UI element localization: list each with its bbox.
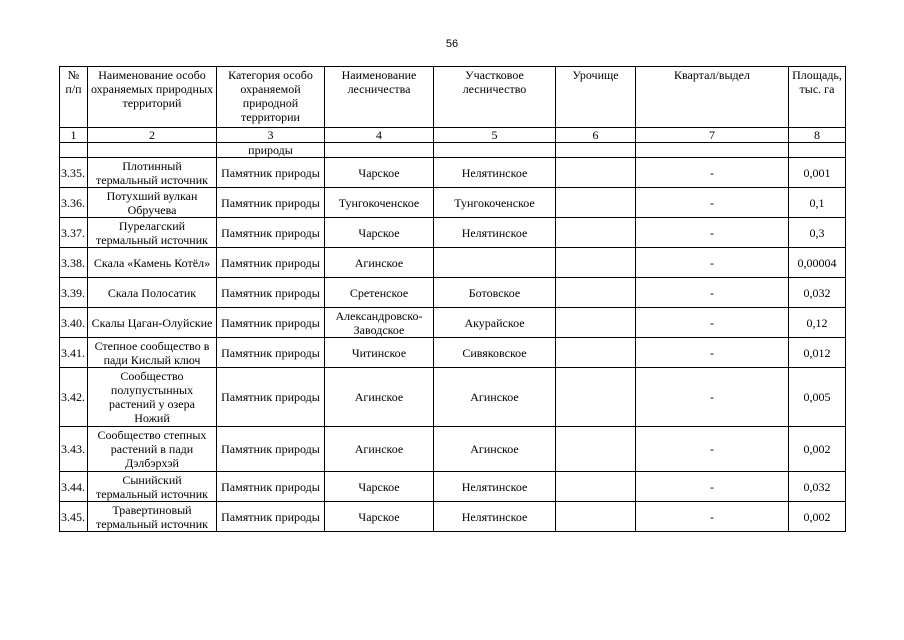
category-cell: Памятник природы: [217, 188, 325, 218]
territory-name-cell: Степное сообщество в пади Кислый ключ: [88, 338, 217, 368]
tract-cell: [556, 218, 636, 248]
row-number-cell: 3.36.: [60, 188, 88, 218]
quarter-cell: -: [636, 427, 789, 472]
forestry-cell: Тунгокоченское: [325, 188, 434, 218]
continuation-row: [60, 143, 846, 158]
tract-cell: [556, 248, 636, 278]
territory-name-cell: Потухший вулкан Обручева: [88, 188, 217, 218]
header-cell: Категория особо охраняемой природной территории: [217, 67, 325, 128]
district-forestry-cell: [434, 248, 556, 278]
column-number-cell: 2: [88, 128, 217, 143]
category-cell: Памятник природы: [217, 427, 325, 472]
quarter-cell: -: [636, 278, 789, 308]
row-number-cell: 3.40.: [60, 308, 88, 338]
quarter-cell: -: [636, 472, 789, 502]
area-cell: 0,1: [789, 188, 846, 218]
district-forestry-cell: Нелятинское: [434, 218, 556, 248]
column-number-cell: 4: [325, 128, 434, 143]
category-cell: Памятник природы: [217, 308, 325, 338]
district-forestry-cell: Акурайское: [434, 308, 556, 338]
forestry-cell: Сретенское: [325, 278, 434, 308]
territory-name-cell: Скалы Цаган-Олуйские: [88, 308, 217, 338]
territory-name-cell: Сынийский термальный источник: [88, 472, 217, 502]
table-cell: [789, 143, 846, 158]
district-forestry-cell: Ботовское: [434, 278, 556, 308]
row-number-cell: 3.41.: [60, 338, 88, 368]
row-number-cell: 3.39.: [60, 278, 88, 308]
territory-name-cell: Пурелагский термальный источник: [88, 218, 217, 248]
forestry-cell: Чарское: [325, 472, 434, 502]
area-cell: 0,032: [789, 472, 846, 502]
area-cell: 0,012: [789, 338, 846, 368]
district-forestry-cell: Агинское: [434, 368, 556, 427]
header-cell: Участковое лесничество: [434, 67, 556, 128]
category-cell: Памятник природы: [217, 218, 325, 248]
header-cell: № п/п: [60, 67, 88, 128]
row-number-cell: 3.35.: [60, 158, 88, 188]
table-cell: [556, 143, 636, 158]
table-cell: [88, 143, 217, 158]
quarter-cell: -: [636, 188, 789, 218]
table-cell: [434, 143, 556, 158]
territory-name-cell: Плотинный термальный источник: [88, 158, 217, 188]
table-row: [60, 368, 846, 427]
area-cell: 0,005: [789, 368, 846, 427]
header-cell: Квартал/выдел: [636, 67, 789, 128]
forestry-cell: Чарское: [325, 218, 434, 248]
column-number-row: [60, 128, 846, 143]
tract-cell: [556, 427, 636, 472]
district-forestry-cell: Тунгокоченское: [434, 188, 556, 218]
territory-name-cell: Травертиновый термальный источник: [88, 502, 217, 532]
forestry-cell: Читинское: [325, 338, 434, 368]
forestry-cell: Агинское: [325, 248, 434, 278]
table-cell: [325, 143, 434, 158]
district-forestry-cell: Нелятинское: [434, 158, 556, 188]
row-number-cell: 3.42.: [60, 368, 88, 427]
area-cell: 0,001: [789, 158, 846, 188]
table-cell: [60, 143, 88, 158]
tract-cell: [556, 472, 636, 502]
header-cell: Наименование особо охраняемых природных территорий: [88, 67, 217, 128]
category-cell: Памятник природы: [217, 338, 325, 368]
forestry-cell: Агинское: [325, 427, 434, 472]
column-number-cell: 5: [434, 128, 556, 143]
category-cell: Памятник природы: [217, 158, 325, 188]
quarter-cell: -: [636, 218, 789, 248]
forestry-cell: Чарское: [325, 158, 434, 188]
district-forestry-cell: Нелятинское: [434, 502, 556, 532]
quarter-cell: -: [636, 158, 789, 188]
territory-name-cell: Сообщество полупустынных растений у озера Ножий: [88, 368, 217, 427]
district-forestry-cell: Нелятинское: [434, 472, 556, 502]
quarter-cell: -: [636, 338, 789, 368]
category-cell: Памятник природы: [217, 472, 325, 502]
territory-name-cell: Сообщество степных растений в пади Дэлбэрхэй: [88, 427, 217, 472]
territory-name-cell: Скала Полосатик: [88, 278, 217, 308]
row-number-cell: 3.43.: [60, 427, 88, 472]
column-number-cell: 3: [217, 128, 325, 143]
table-row: [60, 502, 846, 532]
area-cell: 0,3: [789, 218, 846, 248]
tract-cell: [556, 278, 636, 308]
table-row: [60, 278, 846, 308]
column-number-cell: 7: [636, 128, 789, 143]
header-row: [60, 67, 846, 128]
row-number-cell: 3.38.: [60, 248, 88, 278]
header-cell: Урочище: [556, 67, 636, 128]
area-cell: 0,002: [789, 502, 846, 532]
tract-cell: [556, 158, 636, 188]
table-row: [60, 218, 846, 248]
category-cell: Памятник природы: [217, 278, 325, 308]
area-cell: 0,002: [789, 427, 846, 472]
column-number-cell: 8: [789, 128, 846, 143]
table-row: [60, 308, 846, 338]
tract-cell: [556, 338, 636, 368]
district-forestry-cell: Агинское: [434, 427, 556, 472]
territory-name-cell: Скала «Камень Котёл»: [88, 248, 217, 278]
tract-cell: [556, 368, 636, 427]
header-cell: Наименование лесничества: [325, 67, 434, 128]
table-cell: [636, 143, 789, 158]
column-number-cell: 6: [556, 128, 636, 143]
area-cell: 0,00004: [789, 248, 846, 278]
table-row: [60, 248, 846, 278]
row-number-cell: 3.44.: [60, 472, 88, 502]
protected-areas-table: [59, 66, 846, 532]
header-cell: Площадь, тыс. га: [789, 67, 846, 128]
category-cell: Памятник природы: [217, 248, 325, 278]
area-cell: 0,032: [789, 278, 846, 308]
table-row: [60, 472, 846, 502]
table-row: [60, 188, 846, 218]
forestry-cell: Александровско-Заводское: [325, 308, 434, 338]
quarter-cell: -: [636, 308, 789, 338]
table-cell: природы: [217, 143, 325, 158]
column-number-cell: 1: [60, 128, 88, 143]
row-number-cell: 3.37.: [60, 218, 88, 248]
table-row: [60, 338, 846, 368]
table-row: [60, 427, 846, 472]
quarter-cell: -: [636, 248, 789, 278]
tract-cell: [556, 188, 636, 218]
forestry-cell: Чарское: [325, 502, 434, 532]
tract-cell: [556, 308, 636, 338]
page-number: 56: [445, 38, 459, 50]
quarter-cell: -: [636, 368, 789, 427]
category-cell: Памятник природы: [217, 502, 325, 532]
area-cell: 0,12: [789, 308, 846, 338]
table-row: [60, 158, 846, 188]
district-forestry-cell: Сивяковское: [434, 338, 556, 368]
quarter-cell: -: [636, 502, 789, 532]
tract-cell: [556, 502, 636, 532]
forestry-cell: Агинское: [325, 368, 434, 427]
category-cell: Памятник природы: [217, 368, 325, 427]
row-number-cell: 3.45.: [60, 502, 88, 532]
